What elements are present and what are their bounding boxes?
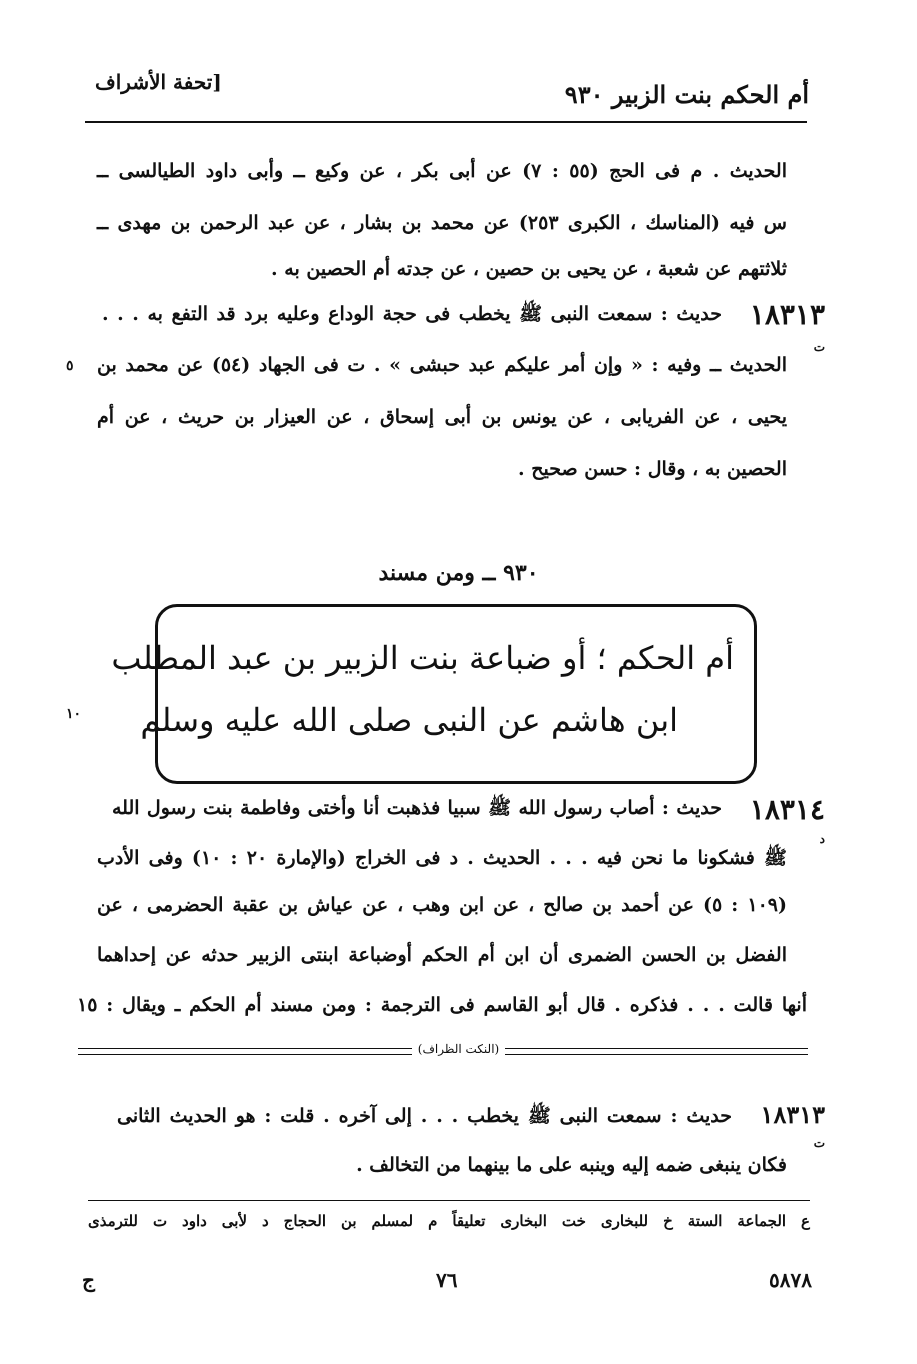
header-rule <box>85 121 807 123</box>
book-title-header: [تحفة الأشراف <box>95 70 222 94</box>
volume-number: ٥٨٧٨ <box>769 1268 812 1292</box>
musnad-name-line-2: ابن هاشم عن النبى صلى الله عليه وسلم <box>140 701 678 739</box>
siglum-legend: ع الجماعة الستة خ للبخارى خت البخارى تعليقاً م لمسلم بن الحجاج د لأبى داود ت للترمذى <box>88 1212 810 1230</box>
signature-mark: ج <box>82 1268 95 1292</box>
musnad-title-box <box>111 604 757 784</box>
siglum: ت <box>813 340 825 354</box>
text-line: الفضل بن الحسن الضمرى أن ابن أم الحكم أوضباعة ابنتى الزبير حدثه عن إحداهما <box>97 944 787 966</box>
margin-line-number: ٥ <box>66 358 74 374</box>
musnad-name-line-1: أم الحكم ؛ أو ضباعة بنت الزبير بن عبد المطلب <box>111 639 734 677</box>
section-title: ٩٣٠ ــ ومن مسند <box>378 560 539 586</box>
text-line: ﷺ فشكونا ما نحن فيه . . . الحديث . د فى الخراج (والإمارة ٢٠ : ١٠) وفى الأدب <box>97 847 788 869</box>
nukat-label: (النكت الظراف) <box>0 1042 917 1056</box>
text-line: ثلاثتهم عن شعبة ، عن يحيى بن حصين ، عن جدته أم الحصين به . <box>271 258 787 280</box>
page-number: ٧٦ <box>436 1268 458 1292</box>
running-title: أم الحكم بنت الزبير ٩٣٠ <box>564 80 809 109</box>
text-line: حديث : سمعت النبى ﷺ يخطب فى حجة الوداع وعليه برد قد التفع به . . . <box>102 303 722 325</box>
text-line: فكان ينبغى ضمه إليه وينبه على ما بينهما من التخالف . <box>356 1154 787 1176</box>
siglum: ت <box>813 1136 825 1150</box>
text-line: الحصين به ، وقال : حسن صحيح . <box>518 458 787 480</box>
text-line: (١٠٩ : ٥) عن أحمد بن صالح ، عن ابن وهب ، عن عياش بن عقبة الحضرمى ، عن <box>97 894 787 916</box>
footnote-rule <box>88 1200 810 1201</box>
text-line: يحيى ، عن الفريابى ، عن يونس بن أبى إسحاق ، عن العيزار بن حريث ، عن أم <box>97 406 787 428</box>
text-line: حديث : أصاب رسول الله ﷺ سبيا فذهبت أنا وأختى وفاطمة بنت رسول الله <box>112 797 722 819</box>
hadith-number: ١٨٣١٣ <box>749 298 825 331</box>
text-line: الحديث . م فى الحج (٥٥ : ٧) عن أبى بكر ، عن وكيع ــ وأبى داود الطيالسى ــ <box>97 160 787 182</box>
text-line: س فيه (المناسك ، الكبرى ٢٥٣) عن محمد بن بشار ، عن عبد الرحمن بن مهدى ــ <box>97 212 787 234</box>
text-line: حديث : سمعت النبى ﷺ يخطب . . . إلى آخره . قلت : هو الحديث الثانى <box>117 1105 732 1127</box>
margin-line-number: ١٠ <box>66 706 82 722</box>
text-line: الحديث ــ وفيه : « وإن أمر عليكم عبد حبشى » . ت فى الجهاد (٥٤) عن محمد بن <box>97 354 787 376</box>
hadith-number: ١٨٣١٣ <box>760 1100 825 1129</box>
hadith-number: ١٨٣١٤ <box>749 793 825 826</box>
text-line: أنها قالت . . . فذكره . قال أبو القاسم فى الترجمة : ومن مسند أم الحكم ـ ويقال : ١٥ <box>77 994 807 1016</box>
siglum: د <box>819 832 825 846</box>
